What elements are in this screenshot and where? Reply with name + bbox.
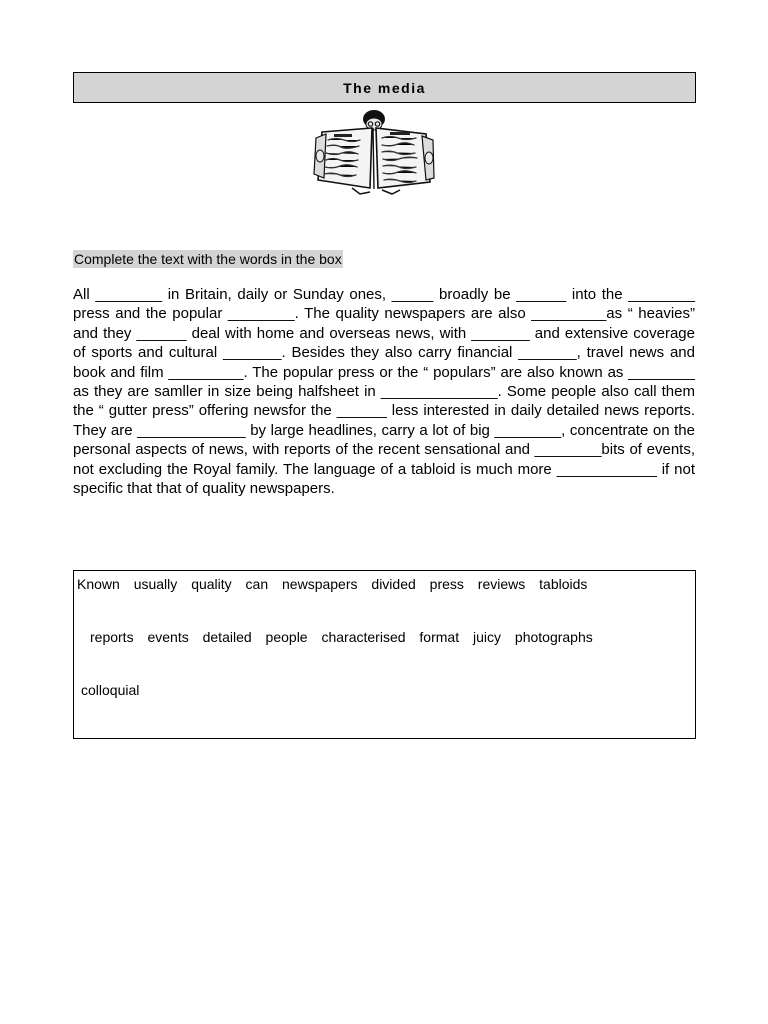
- word-item: tabloids: [539, 576, 588, 592]
- word-item: divided: [371, 576, 416, 592]
- exercise-instruction: Complete the text with the words in the box: [74, 251, 342, 267]
- word-item: Known: [77, 576, 120, 592]
- word-item: detailed: [202, 629, 252, 645]
- word-item: newspapers: [282, 576, 358, 592]
- word-bank-row: [90, 628, 603, 646]
- word-item: juicy: [473, 629, 502, 645]
- worksheet-title: The media: [73, 72, 696, 103]
- word-item: can: [245, 576, 269, 592]
- word-bank-row: [81, 681, 149, 699]
- word-item: people: [265, 629, 308, 645]
- gap-fill-passage: All ________ in Britain, daily or Sunday ones, _____ broadly be ______ into the ________ press and the popular ________. The quality newspapers are also _________as “ heavies” and they ______ deal with home and overseas news, with _______ and extensive coverage of sports and cultural _______. Besides they also carry financial _______, travel news and book and film _________. The popular press or the “ populars” are also known as ________ as they are samller in size being halfsheet in ______________. Some people also call them the “ gutter press” offering newsfor the ______ less interested in daily detailed news reports. They are _____________ by large headlines, carry a lot of big ________, concentrate on the personal aspects of news, with reports of the recent sensational and ________bits of events, not excluding the Royal family. The language of a tabloid is much more ____________ if not specific that that of quality newspapers.: [73, 286, 695, 498]
- newspaper-reader-icon: [312, 108, 436, 196]
- word-item: reports: [90, 629, 134, 645]
- word-item: events: [147, 629, 189, 645]
- word-item: quality: [191, 576, 232, 592]
- word-item: usually: [133, 576, 178, 592]
- word-item: colloquial: [81, 682, 140, 698]
- word-item: reviews: [477, 576, 526, 592]
- word-item: characterised: [321, 629, 406, 645]
- word-bank-box: [73, 570, 696, 739]
- word-item: press: [429, 576, 464, 592]
- word-item: format: [419, 629, 460, 645]
- word-bank-row: [77, 575, 597, 593]
- word-item: photographs: [514, 629, 593, 645]
